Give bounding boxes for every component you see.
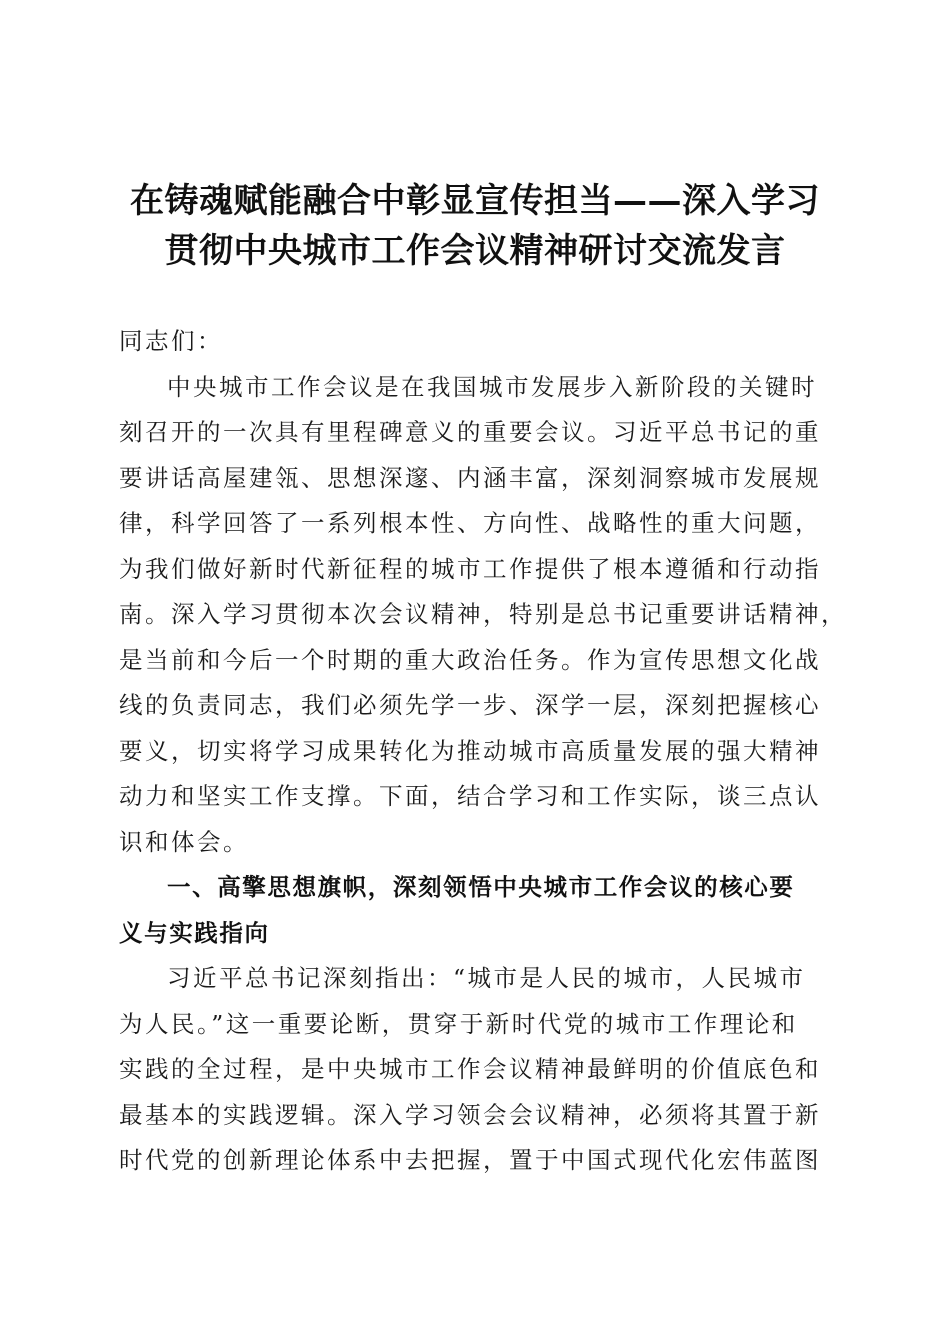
- heading-line: 义与实践指向: [119, 918, 270, 947]
- text-line: 最基本的实践逻辑。深入学习领会会议精神，必须将其置于新: [119, 1100, 821, 1129]
- document-title: [60, 176, 890, 276]
- text-line: 南。深入学习贯彻本次会议精神，特别是总书记重要讲话精神，: [119, 600, 847, 628]
- title-line-1: 在铸魂赋能融合中彰显宣传担当——深入学习: [130, 181, 820, 221]
- text-line: 线的负责同志，我们必须先学一步、深学一层，深刻把握核心: [119, 691, 821, 719]
- title-line-2: 贯彻中央城市工作会议精神研讨交流发言: [164, 231, 786, 271]
- text-line: 是当前和今后一个时期的重大政治任务。作为宣传思想文化战: [119, 645, 821, 674]
- text-line: 动力和坚实工作支撑。下面，结合学习和工作实际，谈三点认: [119, 782, 821, 810]
- text-line: 刻召开的一次具有里程碑意义的重要会议。习近平总书记的重: [119, 418, 821, 446]
- text-line: 律，科学回答了一系列根本性、方向性、战略性的重大问题，: [119, 509, 821, 537]
- paragraph-section-1: [119, 956, 831, 1184]
- text-line: 时代党的创新理论体系中去把握，置于中国式现代化宏伟蓝图: [119, 1146, 821, 1174]
- text-line: 习近平总书记深刻指出：“城市是人民的城市，人民城市: [167, 964, 806, 992]
- text-line: 要义，切实将学习成果转化为推动城市高质量发展的强大精神: [119, 736, 821, 765]
- paragraph-intro: [119, 365, 847, 866]
- document-body: [119, 319, 847, 1184]
- section-heading-1: [119, 865, 831, 956]
- text-line: 中央城市工作会议是在我国城市发展步入新阶段的关键时: [167, 372, 817, 401]
- heading-line: 一、高擎思想旗帜，深刻领悟中央城市工作会议的核心要: [167, 873, 795, 901]
- text-line: 要讲话高屋建瓴、思想深邃、内涵丰富，深刻洞察城市发展规: [119, 463, 821, 492]
- text-line: 为人民。”这一重要论断，贯穿于新时代党的城市工作理论和: [119, 1009, 798, 1038]
- text-line: 识和体会。: [119, 827, 249, 856]
- text-line: 实践的全过程，是中央城市工作会议精神最鲜明的价值底色和: [119, 1055, 821, 1083]
- salutation: 同志们：: [119, 327, 223, 355]
- text-line: 为我们做好新时代新征程的城市工作提供了根本遵循和行动指: [119, 554, 821, 583]
